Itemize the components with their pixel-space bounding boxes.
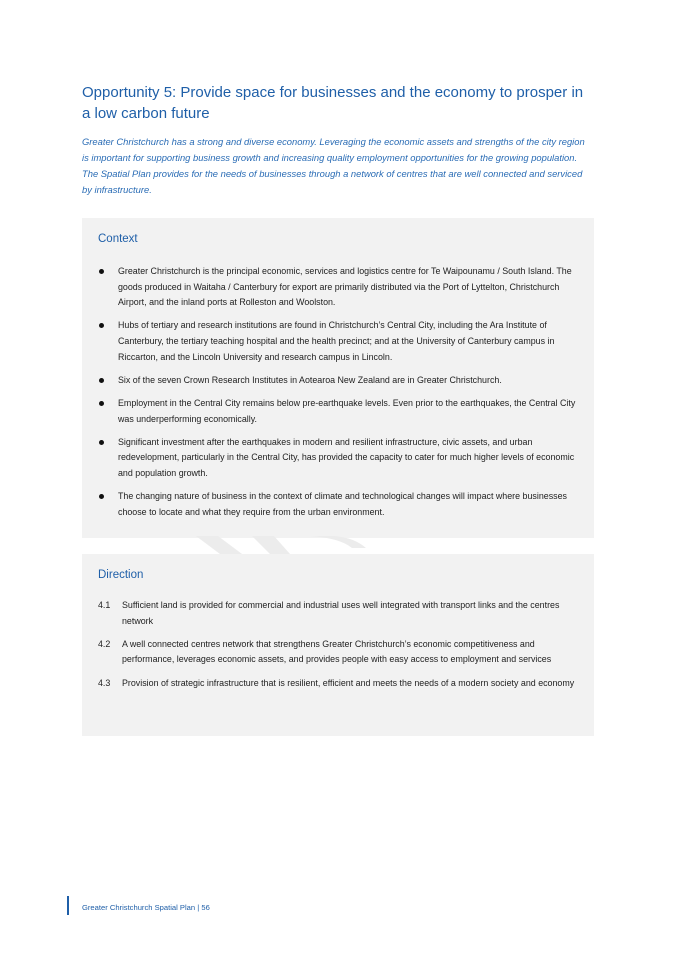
direction-heading: Direction <box>98 569 144 581</box>
bullet-icon <box>99 401 104 406</box>
context-list <box>98 264 578 528</box>
intro-paragraph: Greater Christchurch has a strong and diverse economy. Leveraging the economic assets and strengths of the city region is important for supporting business growth and increasing quality employment opportunities for the growing population. The Spatial Plan provides for the needs of businesses through a network of centres that are well connected and serviced by infrastructure. <box>82 136 585 195</box>
bullet-icon <box>99 378 104 383</box>
footer-doc-title: Greater Christchurch Spatial Plan <box>82 903 196 912</box>
page-number: 56 <box>201 903 210 912</box>
item-number: 4.3 <box>98 677 111 688</box>
list-item-text: Significant investment after the earthquakes in modern and resilient infrastructure, civic assets, and urban redevelopment, particularly in the Central City, has provided the capacity to cater for much higher levels of economic and population growth. <box>118 436 575 478</box>
bullet-icon <box>99 494 104 499</box>
direction-box <box>82 554 594 736</box>
list-item <box>98 373 578 389</box>
list-item-text: Sufficient land is provided for commercial and industrial uses well integrated with transport links and the centres network <box>122 600 560 626</box>
watermark-graphic <box>190 536 370 554</box>
page-footer <box>82 903 210 912</box>
item-number: 4.2 <box>98 638 111 649</box>
list-item <box>98 598 580 629</box>
list-item <box>98 676 580 692</box>
list-item-text: Six of the seven Crown Research Institutes in Aotearoa New Zealand are in Greater Christchurch. <box>118 374 502 385</box>
list-item-text: Provision of strategic infrastructure that is resilient, efficient and meets the needs of a modern society and economy <box>122 677 575 688</box>
list-item-text: Hubs of tertiary and research institutions are found in Christchurch’s Central City, including the Ara Institute of Canterbury, the tertiary teaching hospital and the health precinct; and at the University of Canterbury campus in Riccarton, and the Lincoln University and research campus in Lincoln. <box>118 320 555 362</box>
footer-accent-bar <box>67 896 69 915</box>
list-item <box>98 318 578 365</box>
list-item-text: A well connected centres network that strengthens Greater Christchurch’s economic competitiveness and performance, leverages economic assets, and provides people with easy access to employment and services <box>122 638 552 665</box>
list-item-text: The changing nature of business in the context of climate and technological changes will impact where businesses choose to locate and what they require from the urban environment. <box>118 491 567 517</box>
item-number: 4.1 <box>98 600 111 610</box>
context-heading: Context <box>98 233 138 245</box>
list-item <box>98 264 578 311</box>
list-item-text: Greater Christchurch is the principal economic, services and logistics centre for Te Waipounamu / South Island. The goods produced in Waitaha / Canterbury for export are primarily distributed via the Port of Lyttelton, Christchurch Airport, and the inland ports at Rolleston and Woolston. <box>118 266 572 308</box>
footer-separator: | <box>197 903 200 912</box>
list-item <box>98 396 578 427</box>
list-item <box>98 637 580 668</box>
direction-list <box>98 598 580 699</box>
list-item-text: Employment in the Central City remains below pre-earthquake levels. Even prior to the earthquakes, the Central City was underperforming economically. <box>118 397 576 424</box>
bullet-icon <box>99 269 104 274</box>
bullet-icon <box>99 440 104 445</box>
list-item <box>98 489 578 520</box>
bullet-icon <box>99 323 104 328</box>
page-title: Opportunity 5: Provide space for businesses and the economy to prosper in a low carbon future <box>82 84 584 122</box>
list-item <box>98 435 578 482</box>
context-box <box>82 218 594 538</box>
